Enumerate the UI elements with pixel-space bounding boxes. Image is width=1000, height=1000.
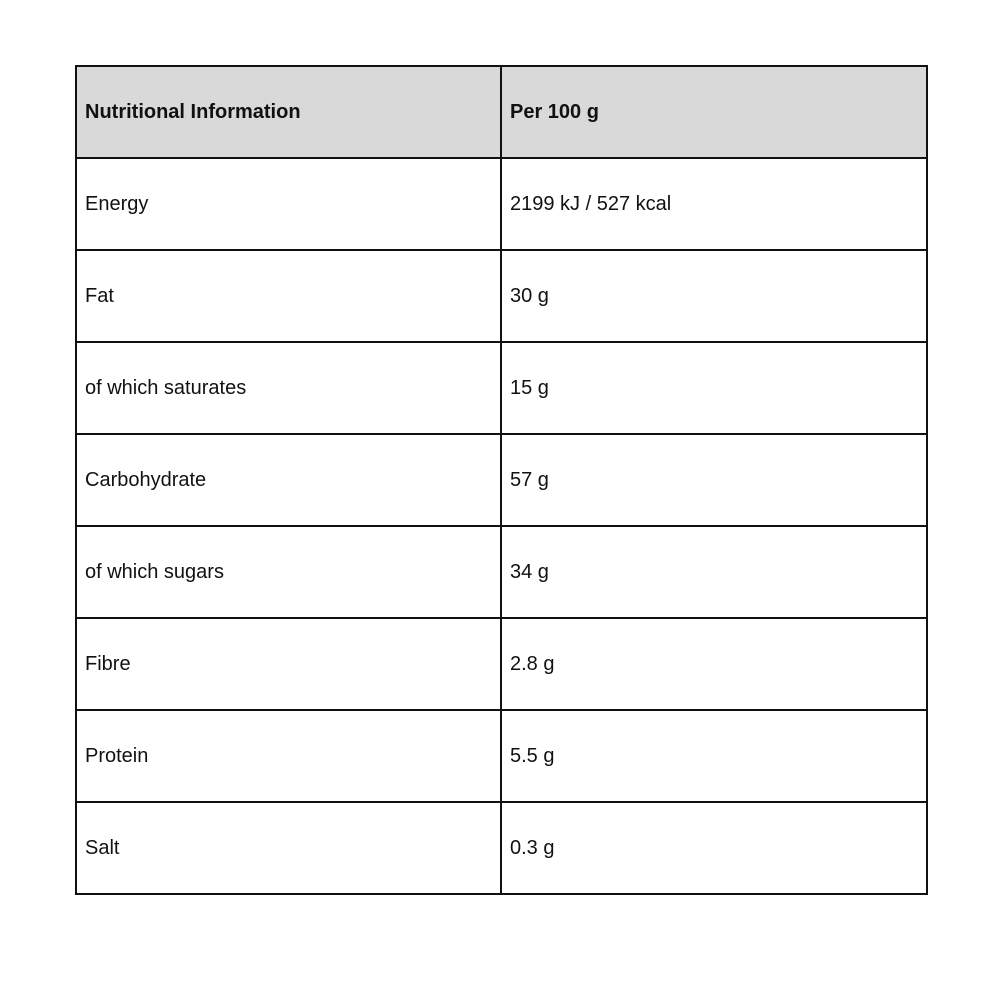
header-value-cell: Per 100 g <box>501 66 927 158</box>
table-row <box>76 618 927 710</box>
nutrient-value: 57 g <box>501 434 927 526</box>
table-header <box>76 66 927 158</box>
nutrient-value: 15 g <box>501 342 927 434</box>
nutrient-label: of which saturates <box>76 342 501 434</box>
nutrient-label: Fibre <box>76 618 501 710</box>
nutrient-value: 5.5 g <box>501 710 927 802</box>
table-row <box>76 526 927 618</box>
header-label-cell: Nutritional Information <box>76 66 501 158</box>
nutrition-table <box>75 65 928 895</box>
table-row <box>76 250 927 342</box>
nutrient-label: Energy <box>76 158 501 250</box>
nutrient-value: 0.3 g <box>501 802 927 894</box>
table-body <box>76 158 927 894</box>
table-row <box>76 802 927 894</box>
nutrient-value: 30 g <box>501 250 927 342</box>
nutrient-label: Protein <box>76 710 501 802</box>
table-row <box>76 342 927 434</box>
nutrient-value: 2199 kJ / 527 kcal <box>501 158 927 250</box>
table-row <box>76 158 927 250</box>
nutrient-label: Fat <box>76 250 501 342</box>
table-row <box>76 434 927 526</box>
nutrient-label: of which sugars <box>76 526 501 618</box>
nutrient-value: 34 g <box>501 526 927 618</box>
nutrient-value: 2.8 g <box>501 618 927 710</box>
nutrient-label: Carbohydrate <box>76 434 501 526</box>
nutrient-label: Salt <box>76 802 501 894</box>
table-row <box>76 710 927 802</box>
header-row <box>76 66 927 158</box>
